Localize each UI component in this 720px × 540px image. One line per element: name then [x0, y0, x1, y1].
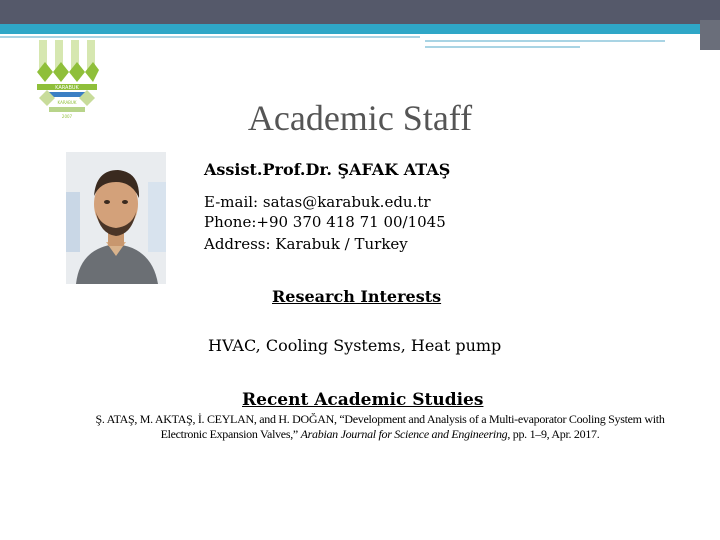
header-line — [0, 36, 420, 38]
citation-journal: Arabian Journal for Science and Engineering — [300, 427, 508, 441]
person-photo — [66, 152, 166, 284]
research-interests-text: HVAC, Cooling Systems, Heat pump — [208, 336, 502, 355]
header-line — [425, 46, 580, 48]
svg-text:KARABUK: KARABUK — [57, 100, 77, 105]
address-text: Address: Karabuk / Turkey — [204, 235, 408, 253]
citation — [88, 412, 672, 442]
header-banner-corner — [700, 20, 720, 50]
citation-details: , pp. 1–9, Apr. 2017. — [507, 427, 600, 441]
phone-text: Phone:+90 370 418 71 00/1045 — [204, 213, 446, 231]
staff-name: Assist.Prof.Dr. ŞAFAK ATAŞ — [204, 160, 451, 179]
header-banner-dark — [0, 0, 720, 24]
citation-authors-title: Ş. ATAŞ, M. AKTAŞ, İ. CEYLAN, and H. DOĞAN, “Development and Analysis of a Multi-evaporator Cooling System with Electronic Expansion Valves,” — [95, 412, 665, 441]
email-text: E-mail: satas@karabuk.edu.tr — [204, 193, 431, 211]
header-line — [425, 40, 665, 42]
page-title: Academic Staff — [247, 98, 473, 138]
research-heading: Research Interests — [272, 287, 442, 306]
svg-text:2007: 2007 — [61, 114, 73, 119]
university-logo — [35, 40, 99, 120]
header-banner-accent — [0, 24, 700, 34]
svg-text:KARABUK: KARABUK — [55, 85, 79, 91]
recent-studies-heading: Recent Academic Studies — [242, 390, 484, 410]
